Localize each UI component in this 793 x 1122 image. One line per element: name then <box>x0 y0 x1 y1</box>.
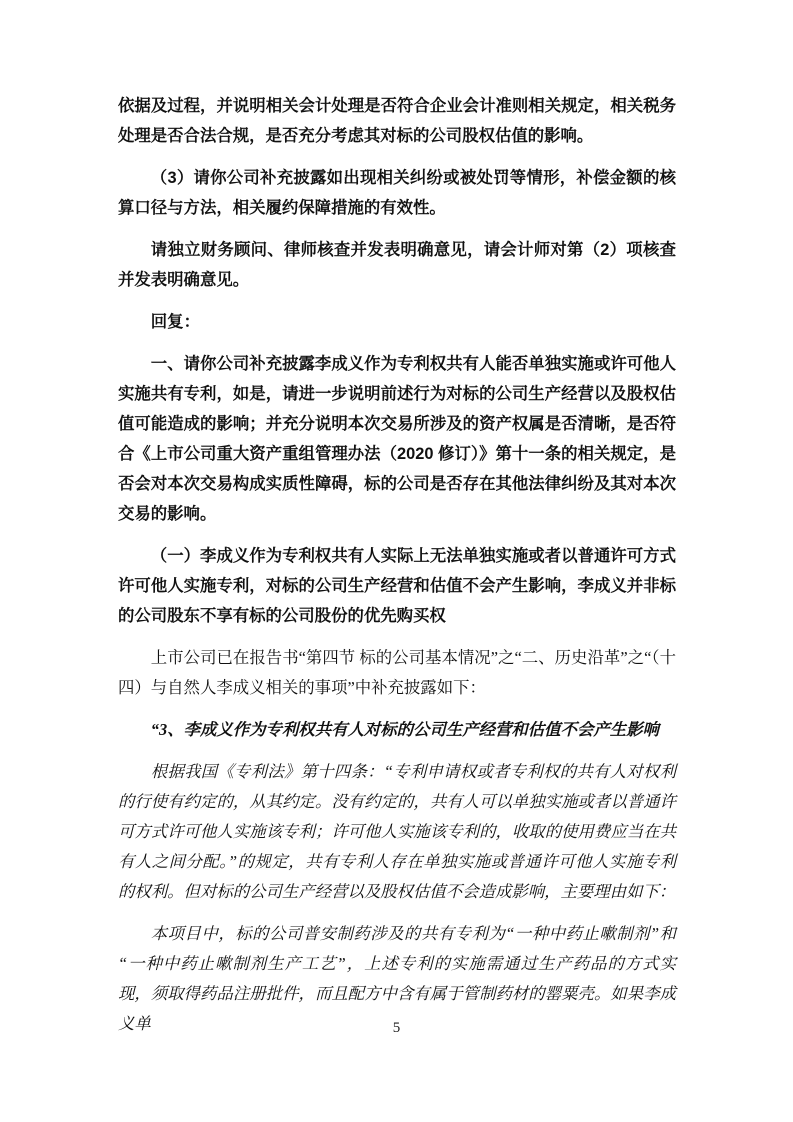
paragraph-disclosure-heading: “3、李成义作为专利权共有人对标的公司生产经营和估值不会产生影响 <box>150 720 659 739</box>
page-number: 5 <box>392 1020 401 1036</box>
document-body <box>118 91 676 1039</box>
paragraph-question-restatement: 一、请你公司补充披露李成义作为专利权共有人能否单独实施或许可他人实施共有专利，如是，请进一步说明前述行为对标的公司生产经营以及股权估值可能造成的影响；并充分说明本次交易所涉及的资产权属是否清晰，是否符合《上市公司重大资产重组管理办法（2020 修订）》第十一条的相关规定，是否会对本次交易构成实质性障碍，标的公司是否存在其他法律纠纷及其对本次交易的影响。 <box>118 355 676 523</box>
paragraph-disclosure-intro: 上市公司已在报告书“第四节 标的公司基本情况”之“二、历史沿革”之“（十四）与自然人李成义相关的事项”中补充披露如下： <box>118 648 676 697</box>
paragraph-inquiry-instruction: 请独立财务顾问、律师核查并发表明确意见，请会计师对第（2）项核查并发表明确意见。 <box>118 241 676 289</box>
paragraph-disclosure-body-1: 根据我国《专利法》第十四条：“专利申请权或者专利权的共有人对权利的行使有约定的，从其约定。没有约定的，共有人可以单独实施或者以普通许可方式许可他人实施该专利；许可他人实施该专利的，收取的使用费应当在共有人之间分配。”的规定，共有专利人存在单独实施或普通许可他人实施专利的权利。但对标的公司生产经营以及股权估值不会造成影响，主要理由如下： <box>118 762 676 901</box>
paragraph-inquiry-continuation: 依据及过程，并说明相关会计处理是否符合企业会计准则相关规定，相关税务处理是否合法合规，是否充分考虑其对标的公司股权估值的影响。 <box>118 97 676 145</box>
paragraph-inquiry-item-3: （3）请你公司补充披露如出现相关纠纷或被处罚等情形，补偿金额的核算口径与方法，相关履约保障措施的有效性。 <box>118 169 676 217</box>
paragraph-section-heading: （一）李成义作为专利权共有人实际上无法单独实施或者以普通许可方式许可他人实施专利，对标的公司生产经营和估值不会产生影响，李成义并非标的公司股东不享有标的公司股份的优先购买权 <box>118 547 676 625</box>
paragraph-disclosure-body-2: 本项目中，标的公司普安制药涉及的共有专利为“一种中药止嗽制剂”和“一种中药止嗽制剂生产工艺”，上述专利的实施需通过生产药品的方式实现，须取得药品注册批件，而且配方中含有属于管制药材的罂粟壳。如果李成义单 <box>118 924 676 1033</box>
paragraph-reply-label: 回复： <box>150 313 200 331</box>
